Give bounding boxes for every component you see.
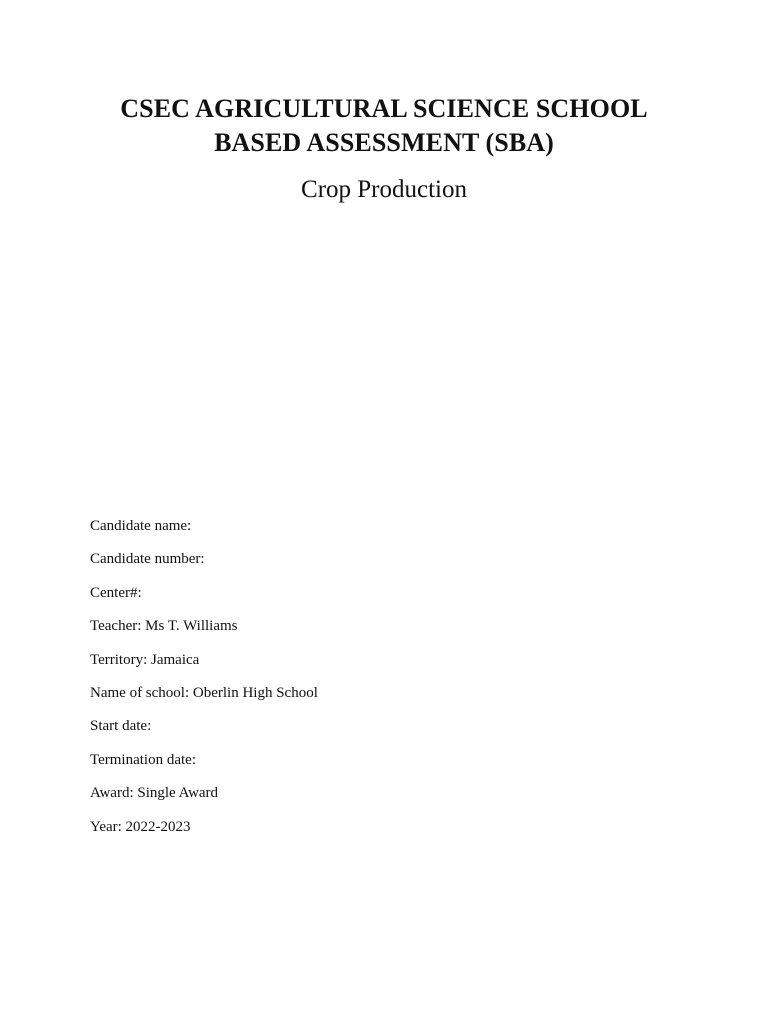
teacher-line: Teacher: Ms T. Williams [90, 618, 238, 635]
document-subtitle: Crop Production [301, 176, 467, 203]
candidate-name-line: Candidate name: [90, 518, 192, 534]
candidate-number-line: Candidate number: [90, 551, 205, 568]
award-line: Award: Single Award [90, 785, 219, 802]
center-number-line: Center#: [90, 584, 142, 601]
year-line: Year: 2022-2023 [90, 818, 191, 835]
start-date-line: Start date: [90, 718, 152, 735]
school-name-line: Name of school: Oberlin High School [90, 684, 318, 701]
document-title [0, 92, 768, 160]
territory-line: Territory: Jamaica [90, 651, 200, 668]
title-line-1: CSEC AGRICULTURAL SCIENCE SCHOOL [120, 94, 648, 123]
candidate-details-list [90, 516, 318, 850]
title-line-2: BASED ASSESSMENT (SBA) [214, 128, 554, 157]
termination-date-line: Termination date: [90, 751, 196, 768]
